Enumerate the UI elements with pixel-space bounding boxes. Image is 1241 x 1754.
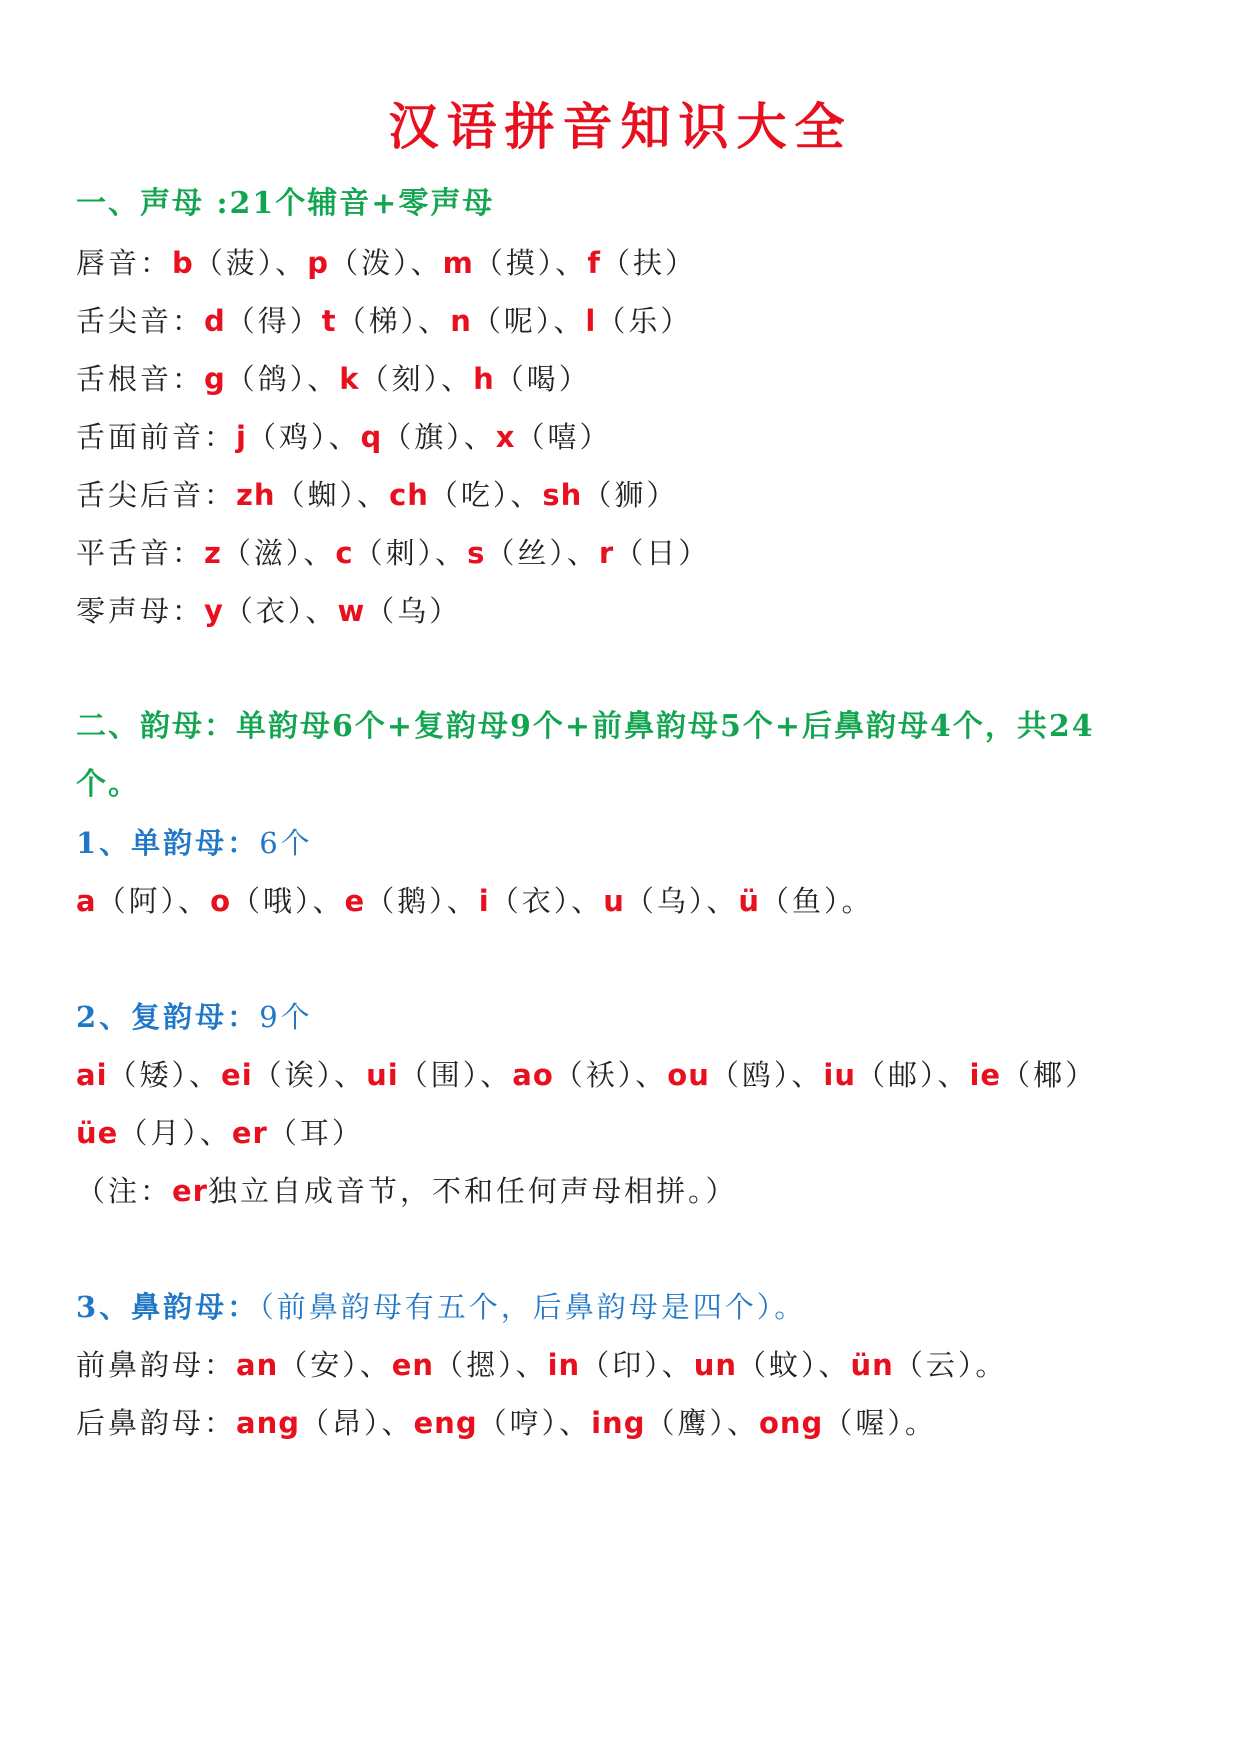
- pinyin-symbol: p: [307, 246, 330, 280]
- pinyin-example: （鸡）、: [246, 420, 361, 454]
- pinyin-example: （衣）、: [489, 884, 604, 918]
- pinyin-symbol: üe: [76, 1116, 119, 1150]
- pinyin-symbol: k: [339, 362, 360, 396]
- fu-yunmu-list-2: [76, 1113, 364, 1153]
- pinyin-example: （乌）: [365, 594, 462, 628]
- bi-yunmu-heading: [76, 1287, 806, 1327]
- pinyin-example: （摁）、: [434, 1348, 548, 1382]
- pinyin-example: （喔）。: [823, 1406, 937, 1440]
- front-nasal-label: 前鼻韵母：: [76, 1348, 237, 1382]
- shengmu-row-label: 舌尖音：: [76, 304, 205, 338]
- yunmu-heading-line1: 二、韵母：单韵母6个+复韵母9个+前鼻韵母5个+后鼻韵母4个，共24: [76, 709, 1095, 744]
- pinyin-example: （刻）、: [359, 362, 474, 396]
- shengmu-row: [76, 417, 612, 457]
- pinyin-example: （安）、: [278, 1348, 392, 1382]
- pinyin-example: （日）: [614, 536, 711, 570]
- pinyin-symbol: r: [598, 536, 615, 570]
- pinyin-symbol: sh: [542, 478, 583, 512]
- pinyin-example: （哦）、: [231, 884, 345, 918]
- pinyin-example: （诶）、: [252, 1058, 367, 1092]
- pinyin-example: （梯）、: [336, 304, 451, 338]
- pinyin-symbol: iu: [823, 1058, 856, 1092]
- pinyin-example: （鹅）、: [365, 884, 479, 918]
- fu-yunmu-note: [76, 1171, 738, 1211]
- pinyin-symbol: g: [204, 362, 226, 396]
- bi-yunmu-note: （前鼻韵母有五个，后鼻韵母是四个）。: [259, 1290, 807, 1324]
- pinyin-example: （耳）: [267, 1116, 364, 1150]
- pinyin-symbol: ün: [850, 1348, 894, 1382]
- pinyin-example: （云）。: [893, 1348, 1008, 1382]
- pinyin-example: （鸽）、: [225, 362, 340, 396]
- dan-yunmu-heading: [76, 823, 313, 863]
- pinyin-example: （扶）: [600, 246, 697, 280]
- pinyin-symbol: ing: [591, 1406, 646, 1440]
- pinyin-symbol: u: [603, 884, 625, 918]
- pinyin-example: （蜘）、: [275, 478, 390, 512]
- pinyin-symbol: e: [344, 884, 366, 918]
- pinyin-example: （摸）、: [473, 246, 588, 280]
- pinyin-symbol: zh: [236, 478, 276, 512]
- fu-yunmu-count: 9个: [259, 1000, 313, 1034]
- pinyin-symbol: ch: [389, 478, 429, 512]
- pinyin-symbol: w: [337, 594, 366, 628]
- pinyin-symbol: ao: [512, 1058, 554, 1092]
- dan-yunmu-count: 6个: [259, 826, 313, 860]
- pinyin-symbol: ang: [236, 1406, 300, 1440]
- pinyin-symbol: ei: [221, 1058, 253, 1092]
- pinyin-example: （邮）、: [855, 1058, 970, 1092]
- pinyin-example: （鸥）、: [709, 1058, 824, 1092]
- pinyin-symbol: an: [236, 1348, 279, 1382]
- pinyin-symbol: m: [442, 246, 474, 280]
- pinyin-example: （哼）、: [477, 1406, 592, 1440]
- front-nasal-row: [76, 1345, 1007, 1385]
- pinyin-example: （旗）、: [382, 420, 496, 454]
- pinyin-symbol: ui: [366, 1058, 399, 1092]
- back-nasal-label: 后鼻韵母：: [76, 1406, 237, 1440]
- pinyin-symbol: x: [495, 420, 516, 454]
- pinyin-symbol: i: [478, 884, 490, 918]
- pinyin-symbol: h: [473, 362, 495, 396]
- pinyin-symbol: eng: [413, 1406, 478, 1440]
- pinyin-example: （滋）、: [221, 536, 336, 570]
- pinyin-example: （矮）、: [107, 1058, 222, 1092]
- pinyin-example: （衣）、: [223, 594, 338, 628]
- fu-yunmu-list-1: [76, 1055, 1097, 1095]
- pinyin-example: （呢）、: [471, 304, 586, 338]
- pinyin-symbol: ou: [667, 1058, 710, 1092]
- pinyin-symbol: ong: [758, 1406, 824, 1440]
- shengmu-row-label: 舌尖后音：: [76, 478, 237, 512]
- shengmu-row-label: 唇音：: [76, 246, 173, 280]
- yunmu-heading-line2: 个。: [76, 767, 140, 802]
- shengmu-row-label: 舌面前音：: [76, 420, 237, 454]
- front-nasal-list: [236, 1348, 1007, 1382]
- pinyin-symbol: er: [231, 1116, 268, 1150]
- fu-yunmu-title: 2、复韵母：: [76, 1000, 260, 1034]
- pinyin-symbol: c: [335, 536, 354, 570]
- note-er: er: [172, 1174, 208, 1208]
- note-text: 独立自成音节，不和任何声母相拼。）: [208, 1174, 738, 1208]
- pinyin-symbol: l: [585, 304, 597, 338]
- pinyin-example: （印）、: [580, 1348, 694, 1382]
- pinyin-example: （泼）、: [329, 246, 443, 280]
- pinyin-example: （喝）: [494, 362, 591, 396]
- pinyin-symbol: j: [236, 420, 247, 454]
- pinyin-example: （丝）、: [485, 536, 599, 570]
- pinyin-example: （狮）: [582, 478, 679, 512]
- pinyin-example: （嘻）: [515, 420, 612, 454]
- pinyin-example: （吃）、: [428, 478, 543, 512]
- dan-yunmu-list: [76, 881, 874, 921]
- pinyin-symbol: f: [587, 246, 601, 280]
- pinyin-symbol: en: [391, 1348, 435, 1382]
- pinyin-symbol: in: [547, 1348, 581, 1382]
- pinyin-symbol: a: [76, 884, 97, 918]
- shengmu-row: [76, 301, 692, 341]
- back-nasal-row: [76, 1403, 937, 1443]
- pinyin-example: （鱼）。: [760, 884, 874, 918]
- pinyin-example: （椰）: [1001, 1058, 1098, 1092]
- pinyin-example: （乌）、: [624, 884, 739, 918]
- page-title: 汉语拼音知识大全: [388, 97, 853, 156]
- shengmu-row: [76, 475, 678, 515]
- pinyin-symbol: o: [210, 884, 232, 918]
- pinyin-example: （刺）、: [353, 536, 468, 570]
- shengmu-row-label: 零声母：: [76, 594, 205, 628]
- pinyin-example: （得）: [225, 304, 322, 338]
- shengmu-row-label: 舌根音：: [76, 362, 205, 396]
- fu-yunmu-heading: [76, 997, 313, 1037]
- pinyin-symbol: d: [204, 304, 226, 338]
- pinyin-symbol: q: [360, 420, 383, 454]
- pinyin-symbol: ü: [738, 884, 761, 918]
- pinyin-example: （蚊）、: [737, 1348, 851, 1382]
- dan-yunmu-title: 1、单韵母：: [76, 826, 260, 860]
- pinyin-symbol: b: [172, 246, 194, 280]
- pinyin-example: （乐）: [596, 304, 693, 338]
- shengmu-row-label: 平舌音：: [76, 536, 205, 570]
- pinyin-example: （昂）、: [300, 1406, 414, 1440]
- shengmu-heading: 一、声母 :21个辅音+零声母: [76, 186, 495, 221]
- pinyin-example: （袄）、: [553, 1058, 668, 1092]
- pinyin-symbol: z: [204, 536, 222, 570]
- pinyin-example: （月）、: [118, 1116, 232, 1150]
- pinyin-example: （围）、: [398, 1058, 513, 1092]
- pinyin-symbol: s: [467, 536, 486, 570]
- pinyin-example: （菠）、: [193, 246, 308, 280]
- pinyin-symbol: y: [204, 594, 224, 628]
- note-prefix: （注：: [76, 1174, 173, 1208]
- pinyin-symbol: ie: [969, 1058, 1002, 1092]
- pinyin-symbol: n: [450, 304, 472, 338]
- pinyin-symbol: ai: [76, 1058, 108, 1092]
- bi-yunmu-title: 3、鼻韵母：: [76, 1290, 260, 1324]
- shengmu-row: [76, 533, 710, 573]
- shengmu-row: [76, 359, 591, 399]
- shengmu-row: [76, 243, 697, 283]
- pinyin-symbol: t: [321, 304, 337, 338]
- back-nasal-list: [236, 1406, 937, 1440]
- shengmu-row: [76, 591, 461, 631]
- pinyin-example: （鹰）、: [645, 1406, 759, 1440]
- pinyin-example: （阿）、: [96, 884, 211, 918]
- pinyin-symbol: un: [693, 1348, 737, 1382]
